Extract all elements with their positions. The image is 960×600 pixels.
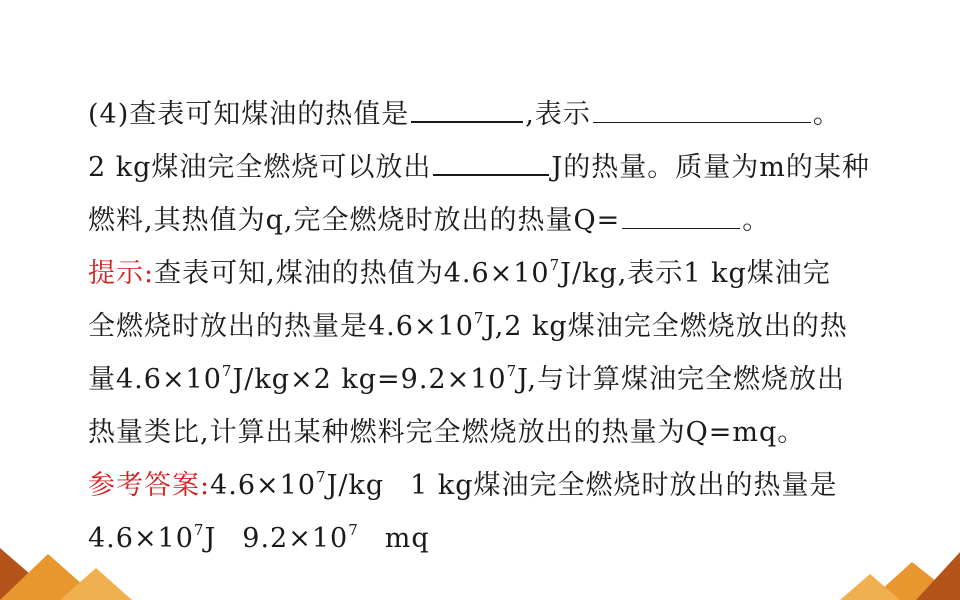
- q4-text-4: 2 kg煤油完全燃烧可以放出: [88, 152, 432, 183]
- hint-exponent-4: 7: [506, 362, 518, 380]
- answer-exponent-2: 7: [193, 521, 205, 539]
- question-content: [88, 88, 888, 565]
- answer-unit-1: J/kg: [326, 470, 385, 501]
- answer-exponent-1: 7: [316, 468, 327, 486]
- answer-blank-meaning: [593, 121, 811, 123]
- bottom-decoration: [0, 540, 960, 600]
- hint-exponent-1: 7: [549, 256, 561, 274]
- question-line-2: [88, 141, 888, 194]
- answer-value-1: 4.6×10: [210, 470, 317, 501]
- hint-text-5: 量4.6×10: [88, 364, 222, 395]
- hint-text-4: J,2 kg煤油完全燃烧放出的热: [484, 311, 848, 342]
- q4-text-1: (4)查表可知煤油的热值是: [88, 99, 410, 130]
- hint-exponent-3: 7: [221, 362, 233, 380]
- hint-line-4: [88, 406, 888, 459]
- question-line-1: [88, 88, 888, 141]
- answer-value-5: mq: [384, 523, 430, 554]
- q4-text-5: J的热量。质量为m的某种: [551, 152, 870, 183]
- hint-exponent-2: 7: [473, 309, 485, 327]
- hint-text-6: J/kg×2 kg=9.2×10: [232, 364, 507, 395]
- q4-text-3: 。: [812, 99, 841, 130]
- answer-value-4: 9.2×10: [242, 523, 349, 554]
- answer-value-2: 1 kg煤油完全燃烧时放出的热量是: [410, 470, 838, 501]
- answer-blank-heat-value: [411, 120, 523, 123]
- hint-text-8: 热量类比,计算出某种燃料完全燃烧放出的热量为Q=mq。: [88, 417, 806, 448]
- answer-line-1: [88, 459, 888, 512]
- hint-text-1: 查表可知,煤油的热值为4.6×10: [154, 258, 550, 289]
- answer-blank-formula: [622, 227, 740, 229]
- hint-line-1: [88, 247, 888, 300]
- hint-text-2: J/kg,表示1 kg煤油完: [560, 258, 831, 289]
- hint-label: 提示:: [88, 258, 155, 289]
- hint-line-3: [88, 353, 888, 406]
- question-line-3: [88, 194, 888, 247]
- q4-text-2: ,表示: [525, 99, 591, 130]
- q4-text-6: 燃料,其热值为q,完全燃烧时放出的热量Q=: [88, 205, 621, 236]
- q4-text-7: 。: [742, 205, 771, 236]
- answer-label: 参考答案:: [88, 470, 211, 501]
- hint-line-2: [88, 300, 888, 353]
- answer-unit-2: J: [204, 523, 217, 554]
- hint-text-7: J,与计算煤油完全燃烧放出: [517, 364, 845, 395]
- answer-blank-heat-released: [433, 173, 549, 176]
- hint-text-3: 全燃烧时放出的热量是4.6×10: [88, 311, 474, 342]
- answer-exponent-3: 7: [348, 521, 359, 539]
- answer-value-3: 4.6×10: [88, 523, 194, 554]
